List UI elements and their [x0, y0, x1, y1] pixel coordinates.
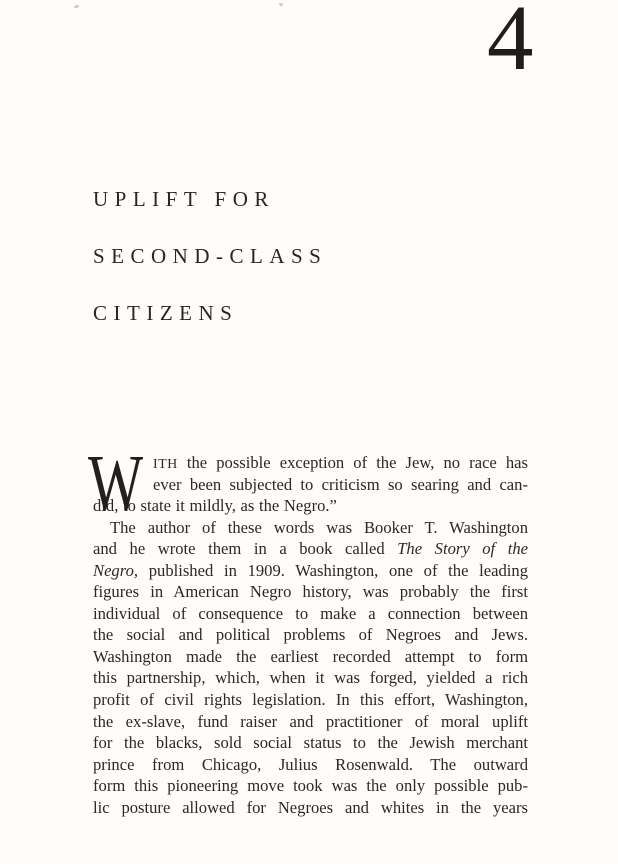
- text-segment: did, to state it mildly, as the Negro.”: [93, 496, 337, 516]
- text-segment: published in 1909. Washington, one of the leading: [138, 560, 528, 580]
- italic-text: Negro,: [93, 560, 139, 580]
- scan-speck: [279, 2, 284, 6]
- text-segment: this partnership, which, when it was forged, yielded a rich: [93, 668, 528, 688]
- chapter-title: [93, 189, 327, 360]
- text-segment: the ex-slave, fund raiser and practitioner of moral uplift: [93, 711, 528, 731]
- text-segment: the social and political problems of Negroes and Jews.: [93, 625, 528, 645]
- text-segment: for the blacks, sold social status to the Jewish merchant: [93, 733, 528, 753]
- text-line: [93, 667, 528, 689]
- body-lines: [93, 452, 528, 818]
- drop-cap: W: [88, 440, 144, 528]
- smallcaps-text: ITH: [153, 456, 178, 471]
- text-line: [93, 754, 528, 776]
- text-segment: figures in American Negro history, was probably the first: [93, 582, 528, 602]
- text-line: [93, 560, 528, 582]
- text-line: [93, 452, 528, 474]
- chapter-title-line: SECOND-CLASS: [93, 244, 328, 268]
- text-segment: the possible exception of the Jew, no race has: [177, 453, 528, 472]
- text-line: [93, 474, 528, 496]
- scan-speck: [74, 4, 80, 8]
- text-line: [93, 538, 528, 560]
- body-text: [88, 440, 529, 818]
- italic-text: The Story of the: [397, 539, 529, 559]
- text-segment: lic posture allowed for Negroes and whites in the years: [93, 797, 528, 817]
- text-segment: and he wrote them in a book called: [93, 539, 398, 559]
- text-line: [93, 775, 528, 797]
- text-line: [93, 646, 528, 668]
- text-segment: Washington made the earliest recorded attempt to form: [93, 646, 528, 666]
- chapter-number: 4: [487, 0, 534, 90]
- chapter-title-line: UPLIFT FOR: [93, 187, 275, 211]
- text-segment: individual of consequence to make a connection between: [93, 603, 528, 623]
- text-segment: ever been subjected to criticism so searing and can-: [153, 474, 528, 494]
- text-line: [93, 603, 528, 625]
- text-line: [93, 732, 528, 754]
- text-segment: prince from Chicago, Julius Rosenwald. The outward: [93, 754, 528, 774]
- text-segment: The author of these words was Booker T. Washington: [110, 517, 528, 537]
- text-segment: form this pioneering move took was the only possible pub-: [93, 776, 528, 796]
- text-line: [93, 517, 528, 539]
- text-line: [93, 797, 528, 819]
- text-line: [93, 624, 528, 646]
- text-line: [93, 581, 528, 603]
- chapter-title-line: CITIZENS: [93, 301, 239, 325]
- text-line: [93, 711, 528, 733]
- text-segment: profit of civil rights legislation. In this effort, Washington,: [93, 690, 528, 710]
- text-line: [93, 495, 528, 517]
- text-line: [93, 689, 528, 711]
